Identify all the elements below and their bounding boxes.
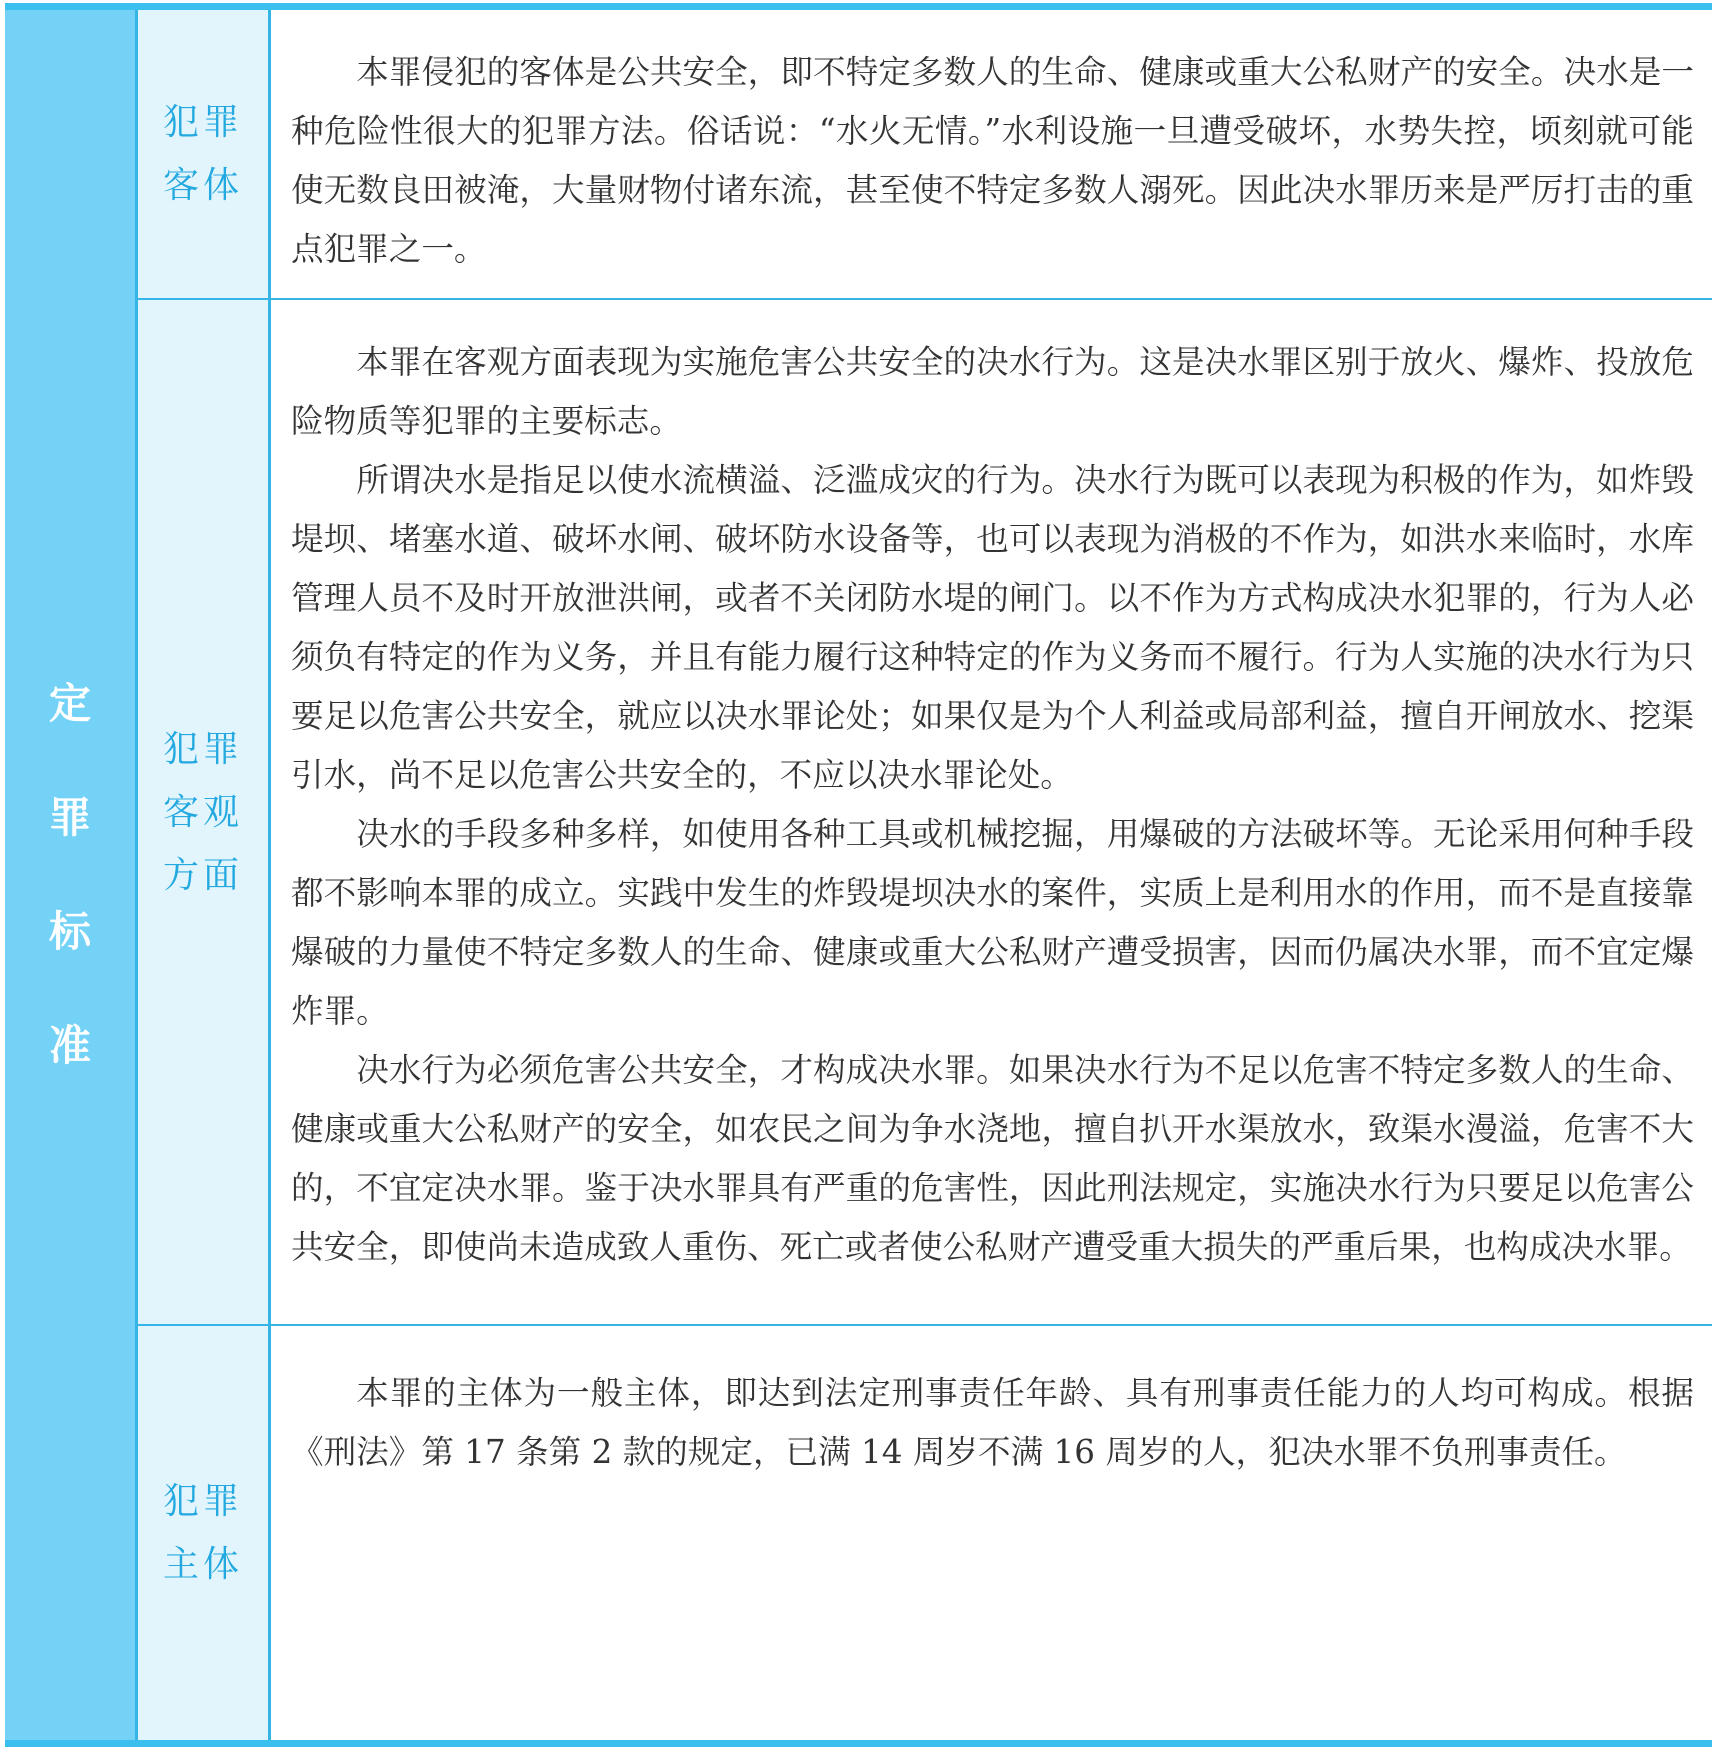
row-divider (138, 1324, 1712, 1326)
section-content-objective (291, 333, 1694, 1277)
paragraph: 所谓决水是指足以使水流横溢、泛滥成灾的行为。决水行为既可以表现为积极的作为，如炸毁堤坝、堵塞水道、破坏水闸、破坏防水设备等，也可以表现为消极的不作为，如洪水来临时，水库管理人员不及时开放泄洪闸，或者不关闭防水堤的闸门。以不作为方式构成决水犯罪的，行为人必须负有特定的作为义务，并且有能力履行这种特定的作为义务而不履行。行为人实施的决水行为只要足以危害公共安全，就应以决水罪论处；如果仅是为个人利益或局部利益，擅自开闸放水、挖渠引水，尚不足以危害公共安全的，不应以决水罪论处。 (291, 461, 1694, 794)
row-divider (138, 298, 1712, 300)
category-char: 罪 (48, 793, 91, 842)
section-label-line: 犯罪 (162, 1481, 243, 1522)
legal-table (5, 3, 1712, 1747)
section-content-object (291, 43, 1694, 279)
section-label-line: 方面 (162, 854, 243, 896)
section-label-object (138, 10, 268, 298)
section-label-line: 犯罪 (162, 102, 243, 143)
table-top-rule (5, 3, 1712, 10)
column-divider (268, 10, 271, 1740)
section-content-subject (291, 1364, 1694, 1482)
paragraph: 本罪在客观方面表现为实施危害公共安全的决水行为。这是决水罪区别于放火、爆炸、投放危险物质等犯罪的主要标志。 (291, 343, 1694, 440)
category-char: 标 (48, 907, 91, 956)
paragraph: 本罪的主体为一般主体，即达到法定刑事责任年龄、具有刑事责任能力的人均可构成。根据《刑法》第 17 条第 2 款的规定，已满 14 周岁不满 16 周岁的人，犯决水罪不负刑事责任。 (291, 1374, 1694, 1471)
paragraph: 决水行为必须危害公共安全，才构成决水罪。如果决水行为不足以危害不特定多数人的生命、健康或重大公私财产的安全，如农民之间为争水浇地，擅自扒开水渠放水，致渠水漫溢，危害不大的，不宜定决水罪。鉴于决水罪具有严重的危害性，因此刑法规定，实施决水行为只要足以危害公共安全，即使尚未造成致人重伤、死亡或者使公私财产遭受重大损失的严重后果，也构成决水罪。 (291, 1051, 1694, 1266)
section-label-objective (138, 300, 268, 1324)
section-label-line: 客观 (162, 791, 243, 833)
category-column (5, 10, 135, 1740)
category-char: 定 (48, 679, 91, 728)
section-label-line: 主体 (162, 1544, 243, 1585)
paragraph: 本罪侵犯的客体是公共安全，即不特定多数人的生命、健康或重大公私财产的安全。决水是一种危险性很大的犯罪方法。俗话说：“水火无情。”水利设施一旦遭受破坏，水势失控，顷刻就可能使无数良田被淹，大量财物付诸东流，甚至使不特定多数人溺死。因此决水罪历来是严厉打击的重点犯罪之一。 (291, 53, 1694, 268)
paragraph: 决水的手段多种多样，如使用各种工具或机械挖掘，用爆破的方法破坏等。无论采用何种手段都不影响本罪的成立。实践中发生的炸毁堤坝决水的案件，实质上是利用水的作用，而不是直接靠爆破的力量使不特定多数人的生命、健康或重大公私财产遭受损害，因而仍属决水罪，而不宜定爆炸罪。 (291, 815, 1694, 1030)
category-label (5, 10, 135, 1740)
section-label-subject (138, 1326, 268, 1740)
table-bottom-rule (5, 1740, 1712, 1747)
section-label-line: 犯罪 (162, 728, 243, 770)
category-char: 准 (48, 1021, 91, 1070)
section-label-line: 客体 (162, 165, 243, 206)
